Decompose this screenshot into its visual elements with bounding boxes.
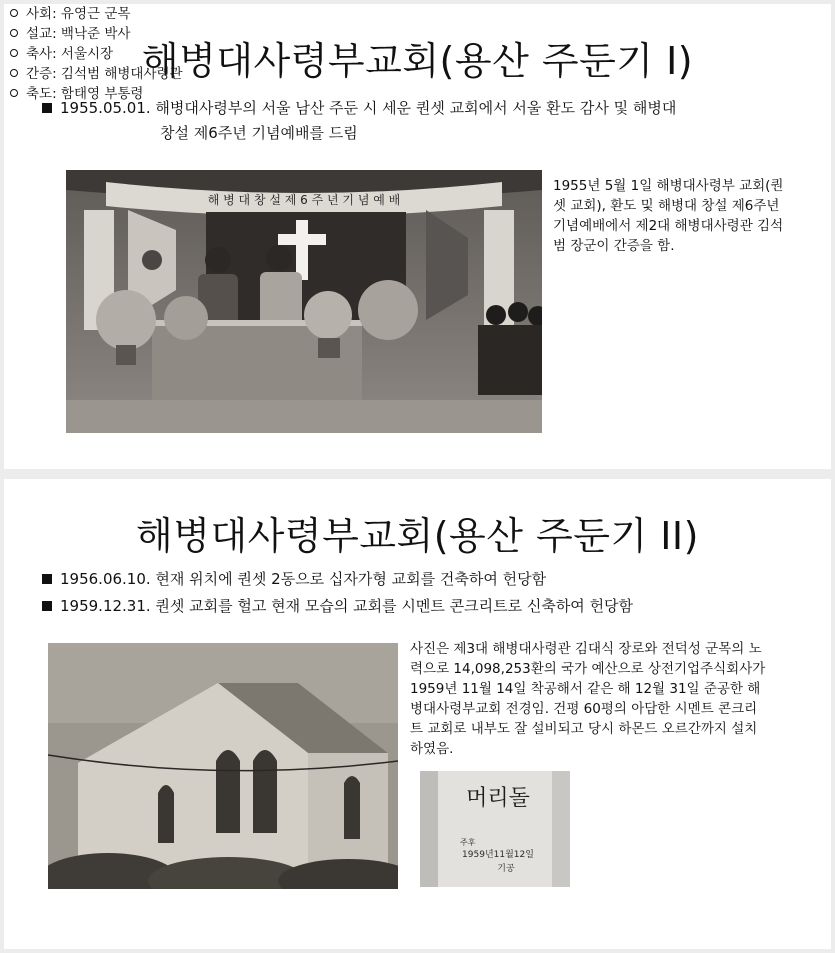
banner-text: 해 병 대 창 설 제 6 주 년 기 념 예 배: [207, 193, 401, 207]
slide1-description: 1955년 5월 1일 해병대사령부 교회(퀀셋 교회), 환도 및 해병대 창설 제6주년 기념예배에서 제2대 해병대사령관 김석범 장군이 간증을 함.: [553, 178, 784, 254]
slide1-bullet: [42, 96, 802, 146]
cornerstone-photo: [420, 771, 570, 887]
bullet-square-icon: [42, 574, 52, 584]
slide2-description: 사진은 제3대 해병대사령관 김대식 장로와 전덕성 군목의 노력으로 14,098,253환의 국가 예산으로 상전기업주식회사가 1959년 11월 14일 착공해서 같은 해 12월 31일 준공한 해병대사령부교회 전경임. 건평 60평의 아담한 시멘트 콘크리트 교회로 내부도 잘 설비되고 당시 하몬드 오르간까지 설치하였음.: [410, 641, 766, 757]
church-building-drawing: [48, 643, 398, 889]
slide-yongsan-1: [4, 4, 831, 469]
cornerstone-title: 머리돌: [466, 786, 530, 811]
program-item: 축사: 서울시장: [4, 44, 244, 64]
slide2-bullet-2: 1959.12.31. 퀀셋 교회를 헐고 현재 모습의 교회를 시멘트 콘크리트로 신축하여 헌당함: [42, 594, 802, 619]
worship-service-photo-drawing: [66, 170, 542, 433]
cornerstone-drawing: [420, 771, 570, 887]
program-item: 축도: 함태영 부통령: [4, 84, 244, 104]
slide1-bullet-line1: 1955.05.01. 해병대사령부의 서울 남산 주둔 시 세운 퀀셋 교회에서 서울 환도 감사 및 해병대: [60, 99, 677, 117]
church-building-photo: [48, 643, 398, 889]
program-item: 설교: 백낙준 박사: [4, 24, 244, 44]
cornerstone-line1: 주후: [460, 838, 476, 847]
circle-bullet-icon: [10, 9, 18, 17]
slide1-title: 해병대사령부교회(용산 주둔기 I): [141, 39, 694, 83]
cornerstone-line2: 1959년11월12일: [462, 850, 534, 860]
circle-bullet-icon: [10, 89, 18, 97]
worship-service-photo: [66, 170, 542, 433]
cornerstone-line3: 기공: [497, 864, 515, 874]
program-item: 간증: 김석범 해병대사령관: [4, 64, 244, 84]
slide2-bullet-1: 1956.06.10. 현재 위치에 퀀셋 2동으로 십자가형 교회를 건축하여 헌당함: [42, 567, 802, 592]
bullet-square-icon: [42, 601, 52, 611]
slide-yongsan-2: [4, 479, 831, 949]
bullet-square-icon: [42, 103, 52, 113]
slide2-title: 해병대사령부교회(용산 주둔기 II): [136, 514, 699, 558]
slide1-bullet-line2: 창설 제6주년 기념예배를 드림: [160, 124, 358, 142]
program-item: 사회: 유영근 군목: [4, 4, 244, 24]
